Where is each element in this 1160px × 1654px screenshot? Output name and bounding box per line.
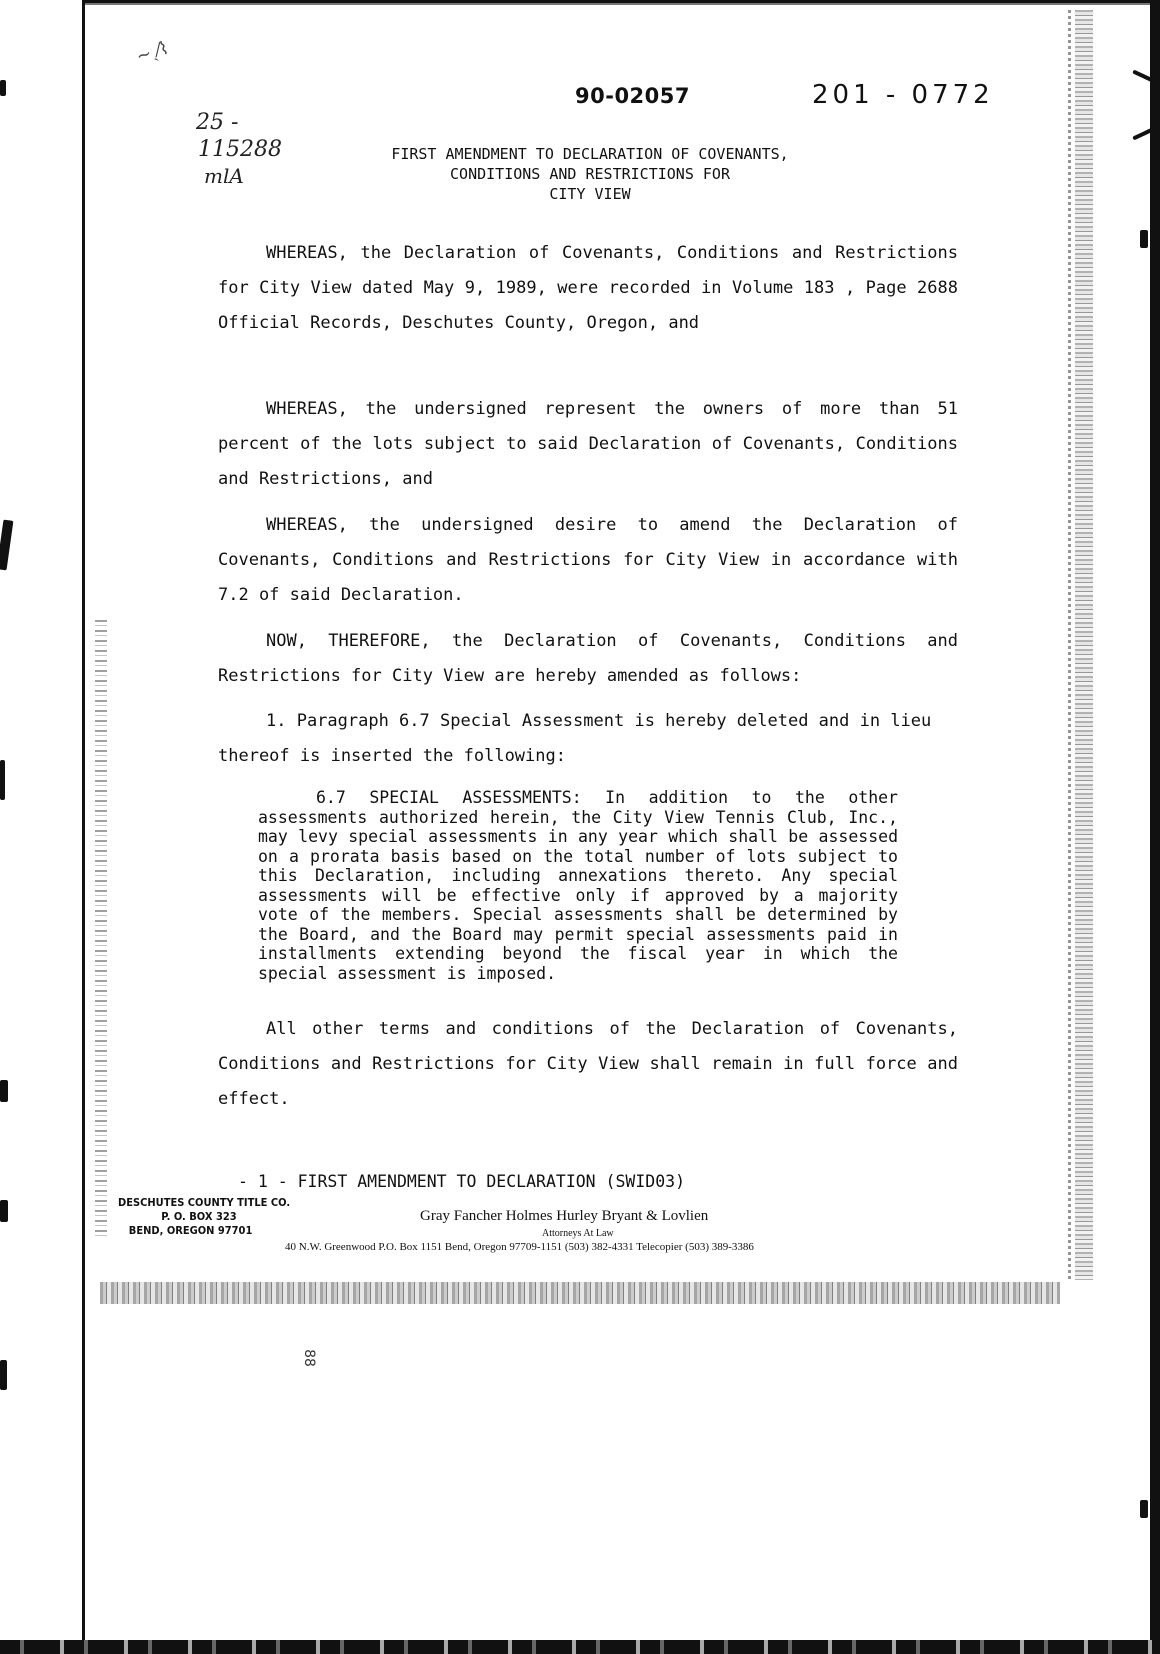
footer-page-label: - 1 - FIRST AMENDMENT TO DECLARATION (SWID03) <box>238 1172 686 1191</box>
page-reference: 201 - 0772 <box>812 80 994 110</box>
scan-left-specks <box>95 620 107 1240</box>
scan-bottom-edge <box>0 1640 1160 1654</box>
title-line: CITY VIEW <box>549 185 631 203</box>
handwritten-note-line3: mlA <box>204 164 244 188</box>
recital-paragraph: NOW, THEREFORE, the Declaration of Covenants, Conditions and Restrictions for City View are hereby amended as follows: <box>218 631 958 686</box>
recital-paragraph: WHEREAS, the Declaration of Covenants, Conditions and Restrictions for City View dated May 9, 1989, were recorded in Volume 183 , Page 2688 Official Records, Deschutes County, Oregon, and <box>218 243 958 333</box>
amended-paragraph-6-7: 6.7 SPECIAL ASSESSMENTS: In addition to the other assessments authorized herein, the City View Tennis Club, Inc., may levy special assessments in any year which shall be assessed on a prorata basis based on the total number of lots subject to this Declaration, including annexations thereto. Any special assessments will be effective only if approved by a majority vote of the members. Special assessments shall be determined by the Board, and the Board may permit special assessments paid in installments extending beyond the fiscal year in which the special assessment is imposed. <box>258 788 898 983</box>
stray-pen-mark: ~ˏ⁄⌇ <box>133 37 172 68</box>
scan-speck <box>0 1200 8 1222</box>
scan-speck <box>0 1360 7 1390</box>
title-company-stamp: DESCHUTES COUNTY TITLE CO. P. O. BOX 323 BEND, OREGON 97701 <box>118 1196 291 1237</box>
closing-paragraph: All other terms and conditions of the Declaration of Covenants, Conditions and Restrictions for City View shall remain in full force and effect. <box>218 1019 958 1109</box>
stray-mark: 88 <box>300 1349 317 1367</box>
scan-right-border <box>1075 10 1093 1280</box>
law-firm-subtitle: Attorneys At Law <box>542 1228 614 1239</box>
scan-far-right-edge <box>1150 0 1160 1654</box>
handwritten-note-line2: 115288 <box>198 137 282 162</box>
recital-paragraph: WHEREAS, the undersigned desire to amend the Declaration of Covenants, Conditions and Restrictions for City View in accordance with 7.2 of said Declaration. <box>218 515 958 605</box>
scan-speck <box>1140 1500 1148 1518</box>
recital-paragraph: WHEREAS, the undersigned represent the owners of more than 51 percent of the lots subject to said Declaration of Covenants, Conditions and Restrictions, and <box>218 399 958 489</box>
law-firm-address: 40 N.W. Greenwood P.O. Box 1151 Bend, Oregon 97709-1151 (503) 382-4331 Telecopier (503) 389-3386 <box>285 1241 754 1253</box>
amendment-item: 1. Paragraph 6.7 Special Assessment is hereby deleted and in lieu thereof is inserted the following: <box>218 711 932 766</box>
document-number: 90-02057 <box>575 84 690 108</box>
scan-speck <box>0 80 6 96</box>
scan-left-border <box>82 0 85 1654</box>
scan-speck <box>0 760 5 800</box>
scan-bottom-band <box>100 1282 1060 1304</box>
handwritten-note-line1: 25 - <box>196 110 239 135</box>
law-firm-name: Gray Fancher Holmes Hurley Bryant & Lovlien <box>420 1208 709 1224</box>
scan-right-border-inner <box>1068 10 1071 1280</box>
document-title <box>310 144 870 204</box>
title-line: CONDITIONS AND RESTRICTIONS FOR <box>450 165 730 183</box>
scan-speck <box>0 1080 8 1102</box>
title-line: FIRST AMENDMENT TO DECLARATION OF COVENANTS, <box>391 145 789 163</box>
scan-speck <box>0 520 13 571</box>
scan-speck <box>1140 230 1148 248</box>
scan-top-edge <box>82 0 1152 8</box>
